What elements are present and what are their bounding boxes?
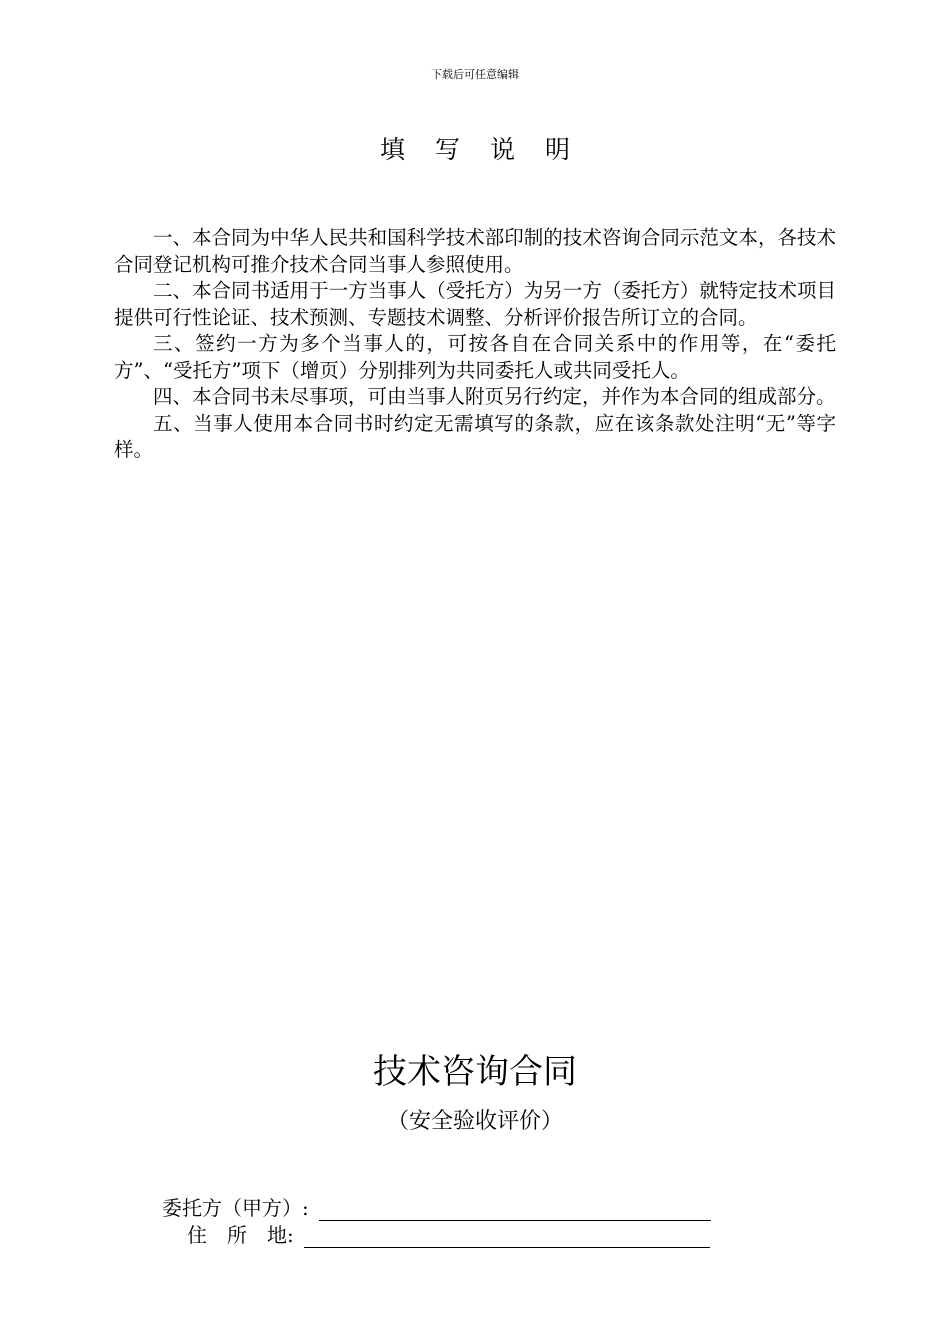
contract-title: 技术咨询合同 (373, 1052, 577, 1092)
client-label: 委托方（甲方）: (162, 1196, 309, 1220)
instruction-paragraph-1: 一、本合同为中华人民共和国科学技术部印制的技术咨询合同示范文本，各技术合同登记机构可推介技术合同当事人参照使用。 (114, 226, 836, 276)
instruction-paragraph-2: 二、本合同书适用于一方当事人（受托方）为另一方（委托方）就特定技术项目提供可行性论证、技术预测、专题技术调整、分析评价报告所订立的合同。 (114, 279, 836, 329)
client-input-line[interactable] (319, 1200, 711, 1221)
instructions-title: 填写说明 (379, 135, 600, 164)
header-note: 下载后可任意编辑 (431, 68, 519, 81)
instructions-body (114, 225, 836, 464)
address-label: 住 所 地: (187, 1223, 294, 1247)
address-field-row (187, 1219, 710, 1248)
instruction-paragraph-3: 三、签约一方为多个当事人的，可按各自在合同关系中的作用等，在“委托方”、“受托方”项下（增页）分别排列为共同委托人或共同受托人。 (114, 332, 836, 382)
address-input-line[interactable] (304, 1227, 710, 1248)
instruction-paragraph-5: 五、当事人使用本合同书时约定无需填写的条款，应在该条款处注明“无”等字样。 (114, 411, 836, 461)
contract-subtitle: （安全验收评价） (386, 1109, 563, 1134)
instruction-paragraph-4: 四、本合同书未尽事项，可由当事人附页另行约定，并作为本合同的组成部分。 (153, 385, 836, 408)
client-field-row (162, 1192, 711, 1221)
